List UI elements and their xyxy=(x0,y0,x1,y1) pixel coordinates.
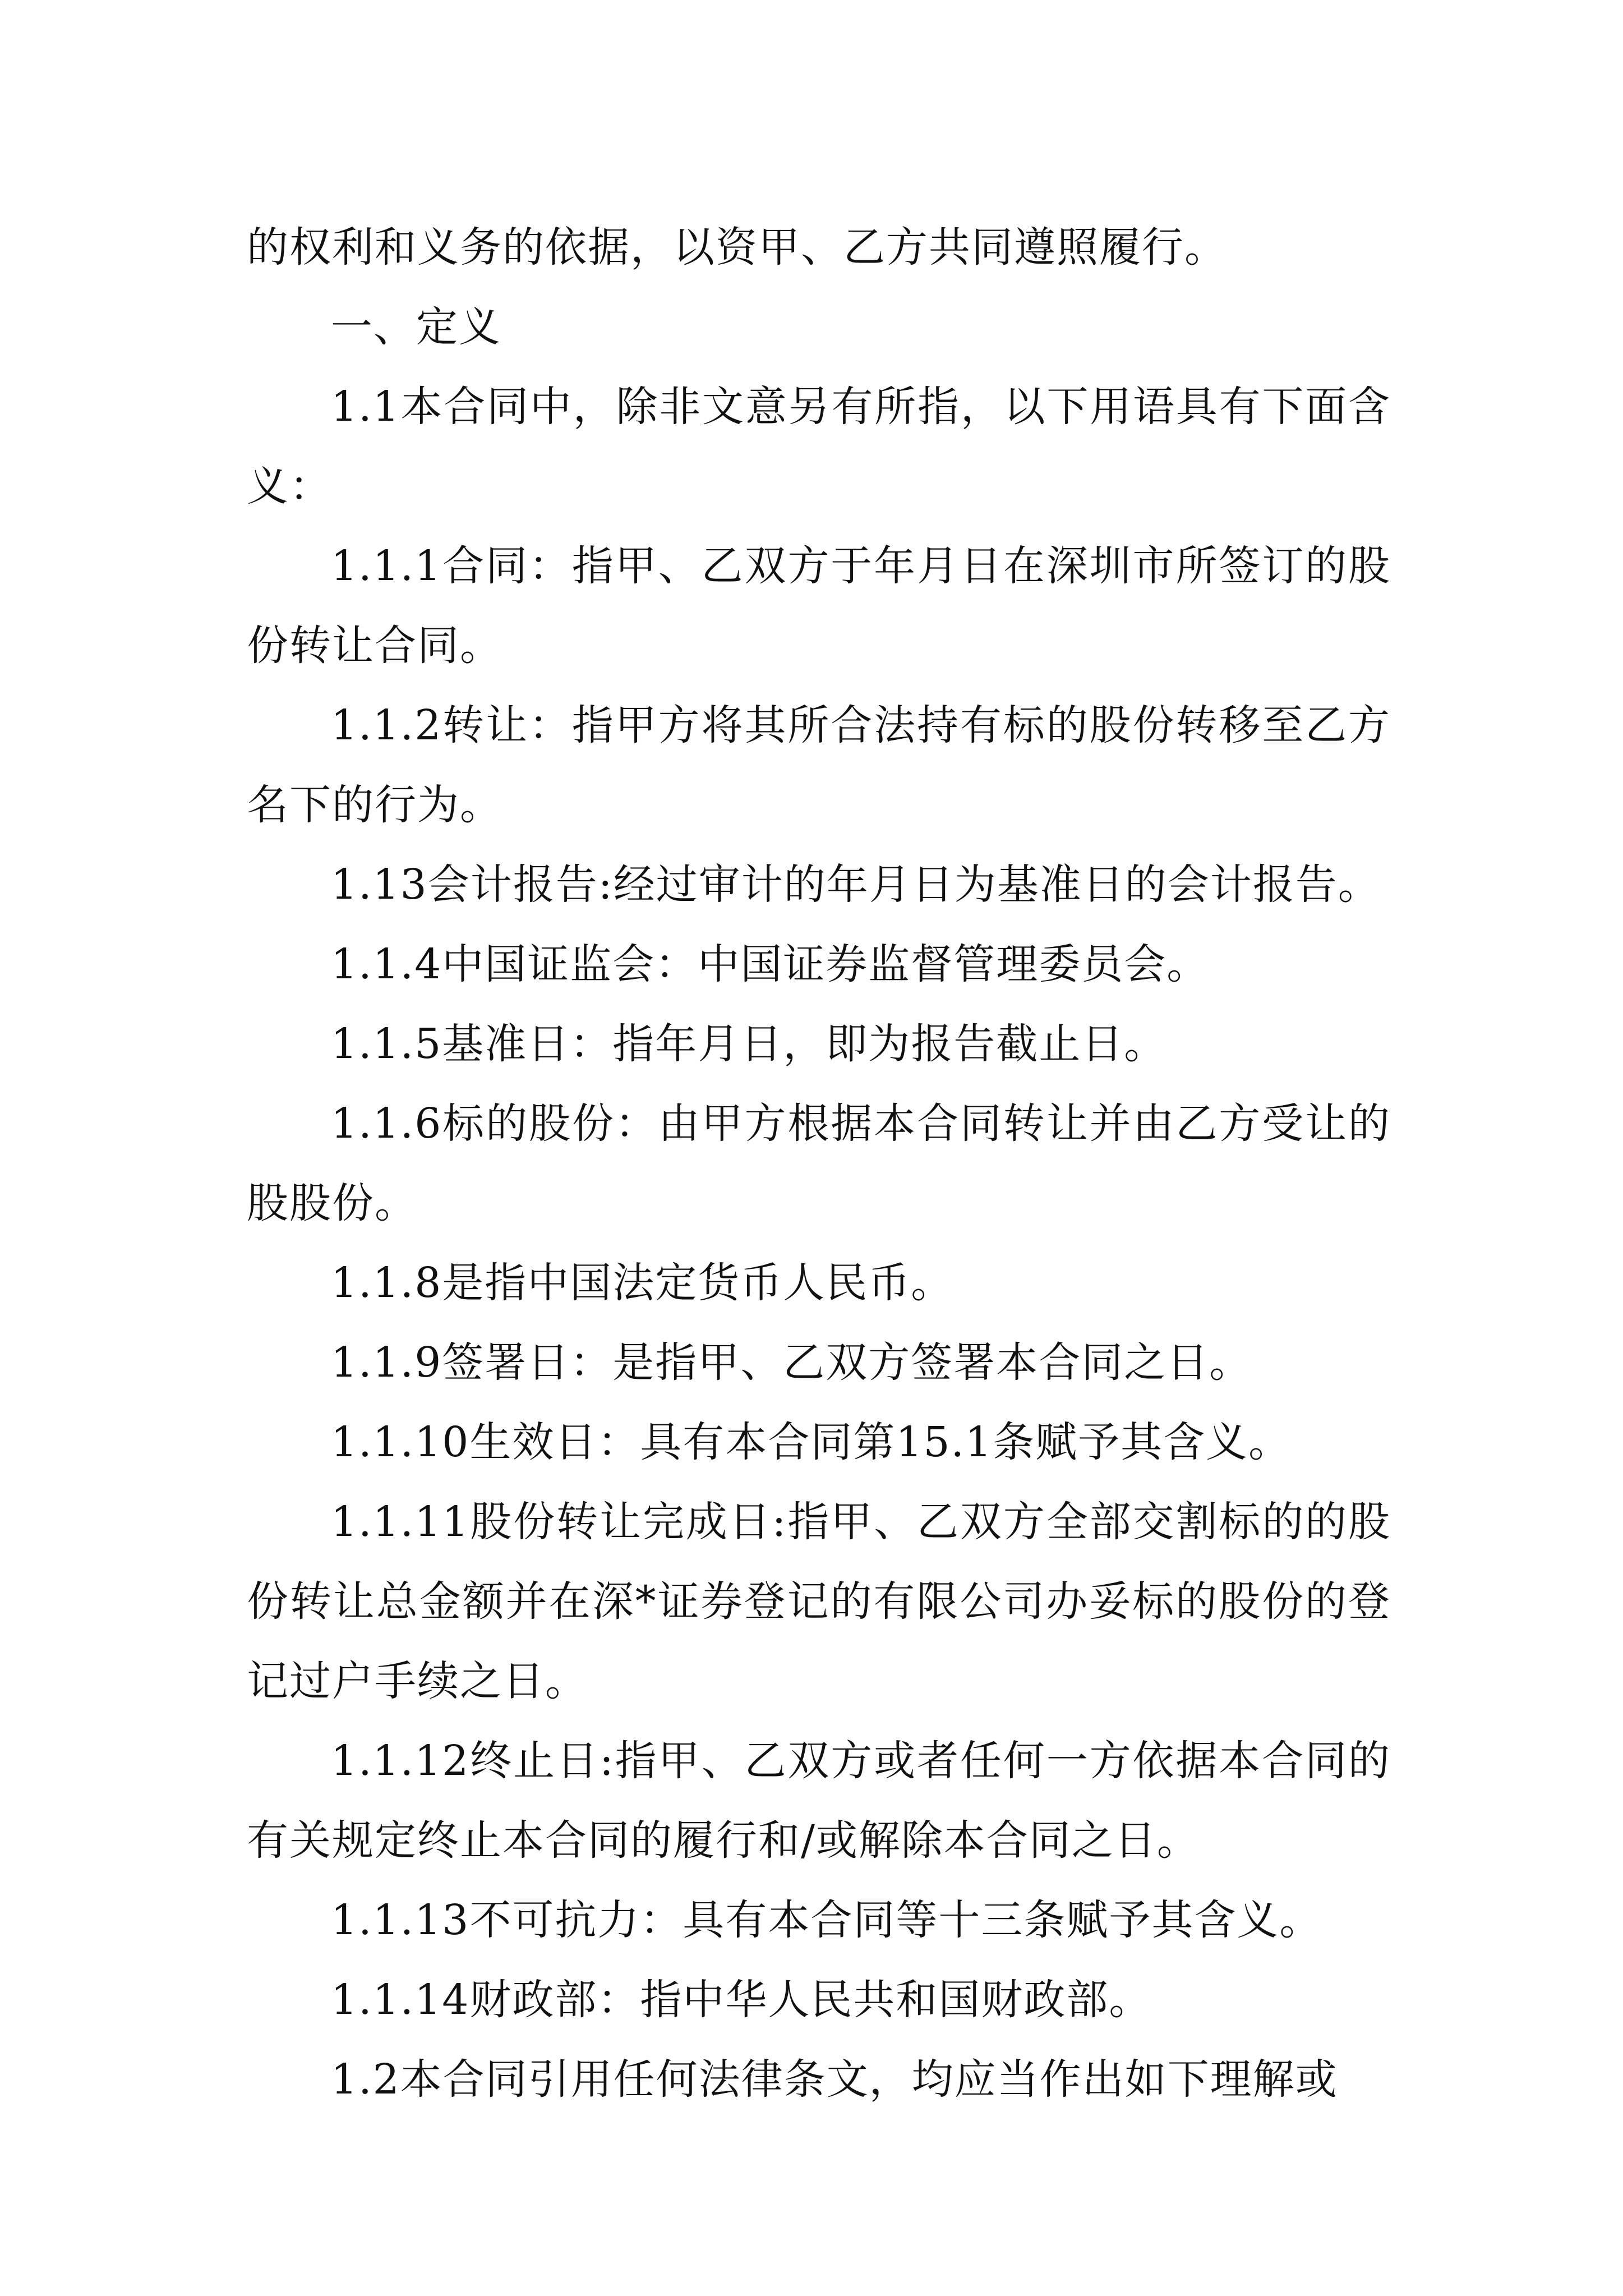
clause-1-1-10: 1.1.10生效日：具有本合同第15.1条赋予其含义。 xyxy=(331,1418,1292,1466)
clause-1-1-2: 1.1.2转让：指甲方将其所合法持有标的股份转移至乙方名下的行为。 xyxy=(247,701,1391,829)
clause-1-1-6: 1.1.6标的股份：由甲方根据本合同转让并由乙方受让的股股份。 xyxy=(247,1099,1391,1227)
clause-1-1-5: 1.1.5基准日：指年月日，即为报告截止日。 xyxy=(331,1020,1167,1068)
clause-1-1-13: 1.1.13不可抗力：具有本合同等十三条赋予其含义。 xyxy=(331,1896,1322,1944)
clause-1-2: 1.2本合同引用任何法律条文，均应当作出如下理解或 xyxy=(331,2055,1338,2104)
clause-1-1-14: 1.1.14财政部：指中华人民共和国财政部。 xyxy=(331,1976,1152,2024)
section-heading-definitions: 一、定义 xyxy=(331,303,501,351)
clause-1-1-8: 1.1.8是指中国法定货币人民币。 xyxy=(331,1259,954,1307)
clause-1-1-12: 1.1.12终止日:指甲、乙双方或者任何一方依据本合同的有关规定终止本合同的履行和/或解除本合同之日。 xyxy=(247,1737,1391,1865)
document-body xyxy=(247,208,1391,2119)
clause-1-1: 1.1本合同中，除非文意另有所指，以下用语具有下面含义： xyxy=(247,383,1391,510)
clause-1-1-9: 1.1.9签署日：是指甲、乙双方签署本合同之日。 xyxy=(331,1338,1252,1387)
clause-1-1-11: 1.1.11股份转让完成日:指甲、乙双方全部交割标的的股份转让总金额并在深*证券登记的有限公司办妥标的股份的登记过户手续之日。 xyxy=(247,1498,1391,1705)
clause-1-1-4: 1.1.4中国证监会：中国证券监督管理委员会。 xyxy=(331,940,1210,988)
clause-1-1-1: 1.1.1合同：指甲、乙双方于年月日在深圳市所签订的股份转让合同。 xyxy=(247,542,1391,670)
clause-1-1-3: 1.13会计报告:经过审计的年月日为基准日的会计报告。 xyxy=(331,861,1381,909)
paragraph-continuation: 的权利和义务的依据，以资甲、乙方共同遵照履行。 xyxy=(247,223,1227,272)
